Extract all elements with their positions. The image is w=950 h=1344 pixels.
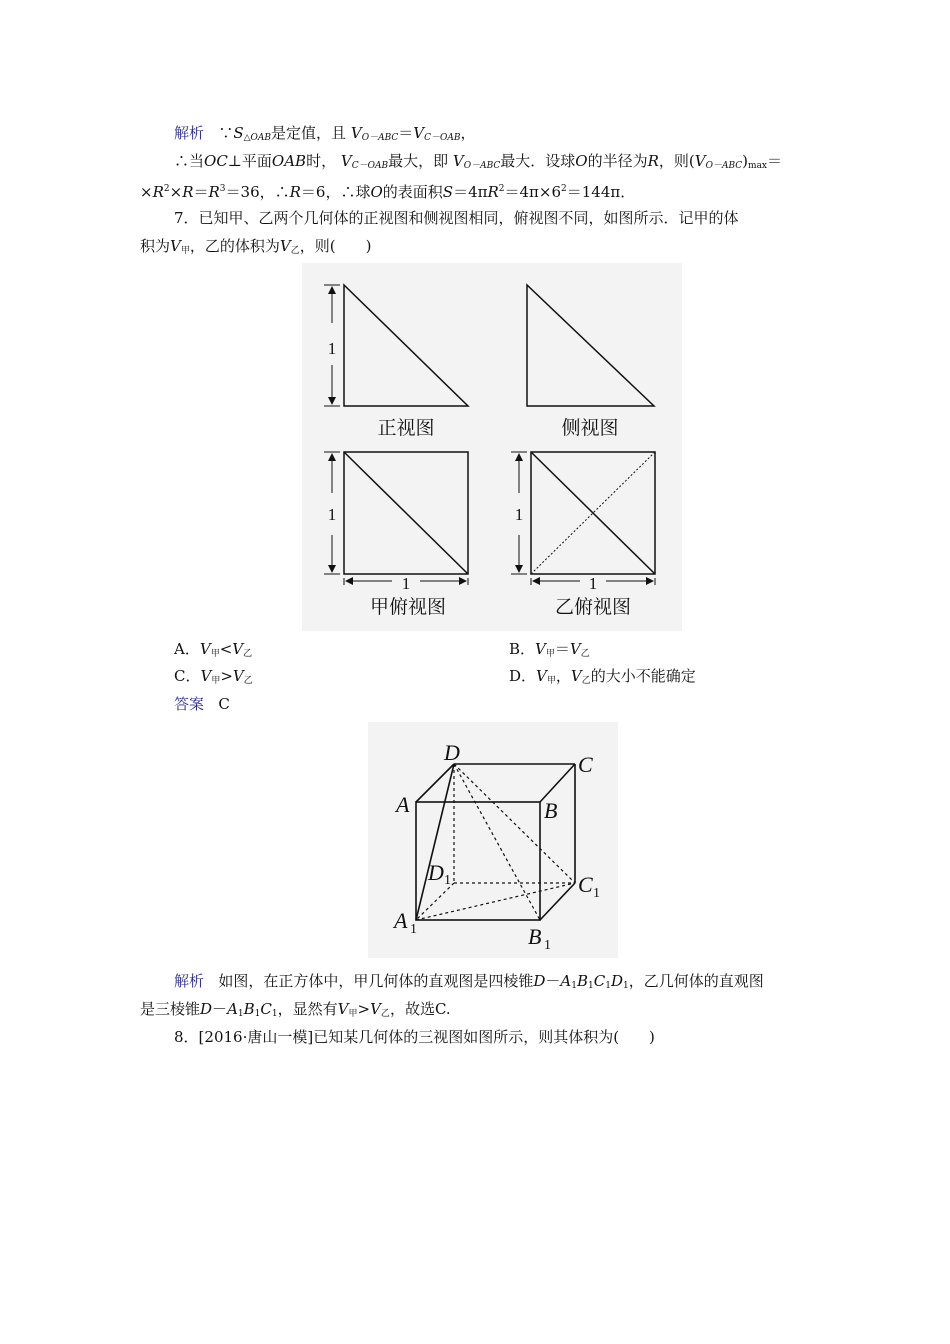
volume-symbol: V — [170, 237, 181, 255]
text-seg: ＝4π×6 — [504, 183, 562, 201]
text-seg: ，显然有 — [277, 1000, 338, 1018]
q7-line2 — [140, 235, 371, 262]
text-seg: ，则( — [658, 152, 695, 170]
figure-background — [302, 263, 682, 631]
text-seg: 最大．设球 — [500, 152, 576, 170]
text-seg: ，乙的体积为 — [189, 237, 280, 255]
answer-line — [174, 693, 230, 715]
text-seg: 积为 — [140, 237, 171, 255]
jia-height-label: 1 — [327, 505, 337, 524]
jia-subscript: 甲 — [545, 649, 555, 659]
option-d — [509, 665, 696, 692]
volume-symbol: V — [535, 640, 546, 658]
yi-subscript: 乙 — [580, 649, 590, 659]
relation: < — [219, 640, 233, 658]
vertex-b-label: B — [544, 798, 558, 823]
volume-symbol: V — [279, 237, 291, 255]
yi-subscript: 乙 — [243, 649, 253, 659]
jia-subscript: 甲 — [211, 676, 221, 686]
vertex-b1-label: B — [528, 924, 542, 949]
text-seg: ，乙几何体的直观图 — [628, 972, 764, 990]
vertex-c1-label: C — [578, 872, 593, 897]
superscript: 2 — [561, 184, 567, 194]
option-c-label: C． — [174, 667, 201, 685]
text-seg: × — [169, 183, 183, 201]
text-seg: ＝144π． — [566, 183, 636, 201]
text-seg: ＝36，∴ — [225, 183, 290, 201]
comma: ， — [555, 667, 571, 685]
text-seg: ⊥平面 — [227, 152, 272, 170]
superscript: 2 — [498, 184, 505, 194]
text-seg: ＝6，∴球 — [300, 183, 371, 201]
analysis1-seg1: 是定值，且 — [271, 124, 347, 142]
superscript: 2 — [163, 184, 170, 194]
relation: > — [357, 1000, 371, 1018]
comma: ， — [460, 124, 476, 142]
text-seg: ∴当 — [174, 152, 205, 170]
option-c — [174, 665, 253, 692]
relation: ＝ — [554, 640, 570, 658]
option-d-text: 的大小不能确定 — [590, 667, 696, 685]
answer-value: C — [218, 695, 230, 713]
vertex-c-label: C — [578, 752, 593, 777]
side-view-caption: 侧视图 — [561, 417, 619, 439]
yi-width-label: 1 — [588, 574, 598, 593]
volume-symbol: V — [570, 667, 582, 685]
text-seg: 如图，在正方体中，甲几何体的直观图是四棱锥 — [218, 972, 534, 990]
volume-symbol: V — [200, 667, 212, 685]
jia-subscript: 甲 — [210, 649, 220, 659]
analysis1-line2: ∴当OC⊥平面OAB时， $V_{C-OAB}$最大，即 $V_{O-ABC}$最大．设球O的半径为R，则$(V_{O-ABC})_{max}=$ — [174, 152, 783, 171]
text-seg: 的半径为 — [587, 152, 648, 170]
yi-height-label: 1 — [514, 505, 524, 524]
superscript: 3 — [219, 184, 226, 194]
text-seg: 的表面积 — [382, 183, 443, 201]
text-seg: 最大，即 — [388, 152, 449, 170]
volume-symbol: V — [232, 667, 244, 685]
text-seg: ＝4π — [453, 183, 488, 201]
volume-symbol: V — [337, 1000, 349, 1018]
relation: > — [220, 667, 233, 685]
jia-top-view-caption: 甲俯视图 — [369, 596, 447, 618]
d1-subscript: 1 — [444, 873, 451, 888]
text-seg: ＝ — [767, 152, 783, 170]
text-seg: ，故选C. — [389, 1000, 451, 1018]
analysis1-line1: 解析 $\because S_{\triangle OAB}$是定值，且 $V_{O-ABC}=V_{C-OAB}$， — [174, 124, 476, 143]
a1-subscript: 1 — [410, 922, 417, 937]
jia-subscript: 甲 — [348, 1009, 358, 1019]
q7-line1: 7．已知甲、乙两个几何体的正视图和侧视图相同，俯视图不同，如图所示．记甲的体 — [174, 209, 739, 227]
equals-sign: ＝ — [398, 124, 414, 142]
volume-symbol: V — [370, 1000, 381, 1018]
answer-tag: 答案 — [174, 695, 205, 713]
analysis2-line1: 解析 如图，在正方体中，甲几何体的直观图是四棱锥$D-A_1B_1C_1D_1$，乙几何体的直观图 — [174, 972, 764, 991]
text-seg: ) — [742, 152, 749, 170]
jia-width-label: 1 — [401, 574, 411, 593]
cube-figure — [368, 722, 618, 958]
text-seg: ＝ — [193, 183, 209, 201]
jia-subscript: 甲 — [180, 246, 190, 256]
analysis2-line2: 是三棱锥$D-A_1B_1C_1$，显然有$V_甲>V_乙$，故选C. — [140, 1000, 451, 1019]
because-symbol: ∵ — [218, 124, 234, 142]
volume-symbol: V — [569, 640, 581, 658]
text-seg: × — [140, 183, 153, 201]
text-seg: 是三棱锥 — [140, 1000, 201, 1018]
option-d-label: D． — [509, 667, 537, 685]
vertex-a-label: A — [396, 792, 410, 817]
option-a-label: A． — [174, 640, 200, 658]
q8-line: 8．[2016·唐山一模]已知某几何体的三视图如图所示，则其体积为( ) — [174, 1028, 655, 1046]
max-subscript: max — [748, 161, 768, 171]
text-seg: 时， — [306, 152, 337, 170]
yi-subscript: 乙 — [581, 676, 591, 686]
yi-subscript: 乙 — [290, 246, 300, 256]
front-view-caption: 正视图 — [377, 417, 435, 439]
three-view-figure — [302, 263, 682, 631]
option-b-label: B． — [509, 640, 536, 658]
vertex-d1-label: D — [428, 860, 444, 885]
front-dim-label: 1 — [327, 339, 337, 358]
c1-subscript: 1 — [593, 886, 600, 901]
vertex-d-label: D — [444, 740, 460, 765]
yi-subscript: 乙 — [243, 676, 253, 686]
analysis1-tag: 解析 — [174, 124, 205, 142]
jia-subscript: 甲 — [546, 676, 556, 686]
volume-symbol: V — [536, 667, 547, 685]
volume-symbol: V — [232, 640, 244, 658]
yi-subscript: 乙 — [380, 1009, 390, 1019]
option-b — [509, 638, 590, 665]
vertex-a1-label: A — [394, 908, 408, 933]
yi-top-view-caption: 乙俯视图 — [554, 596, 632, 618]
option-a — [174, 638, 252, 665]
b1-subscript: 1 — [544, 938, 551, 953]
analysis1-line3: $\times R^2\times R=R^3=36$，∴R＝6，∴球O的表面积$S=4\pi R^2=4\pi\times 6^2=144\pi$． — [140, 183, 636, 201]
analysis2-tag: 解析 — [174, 972, 205, 990]
volume-symbol: V — [199, 640, 211, 658]
text-seg: ，则( ) — [299, 237, 372, 255]
